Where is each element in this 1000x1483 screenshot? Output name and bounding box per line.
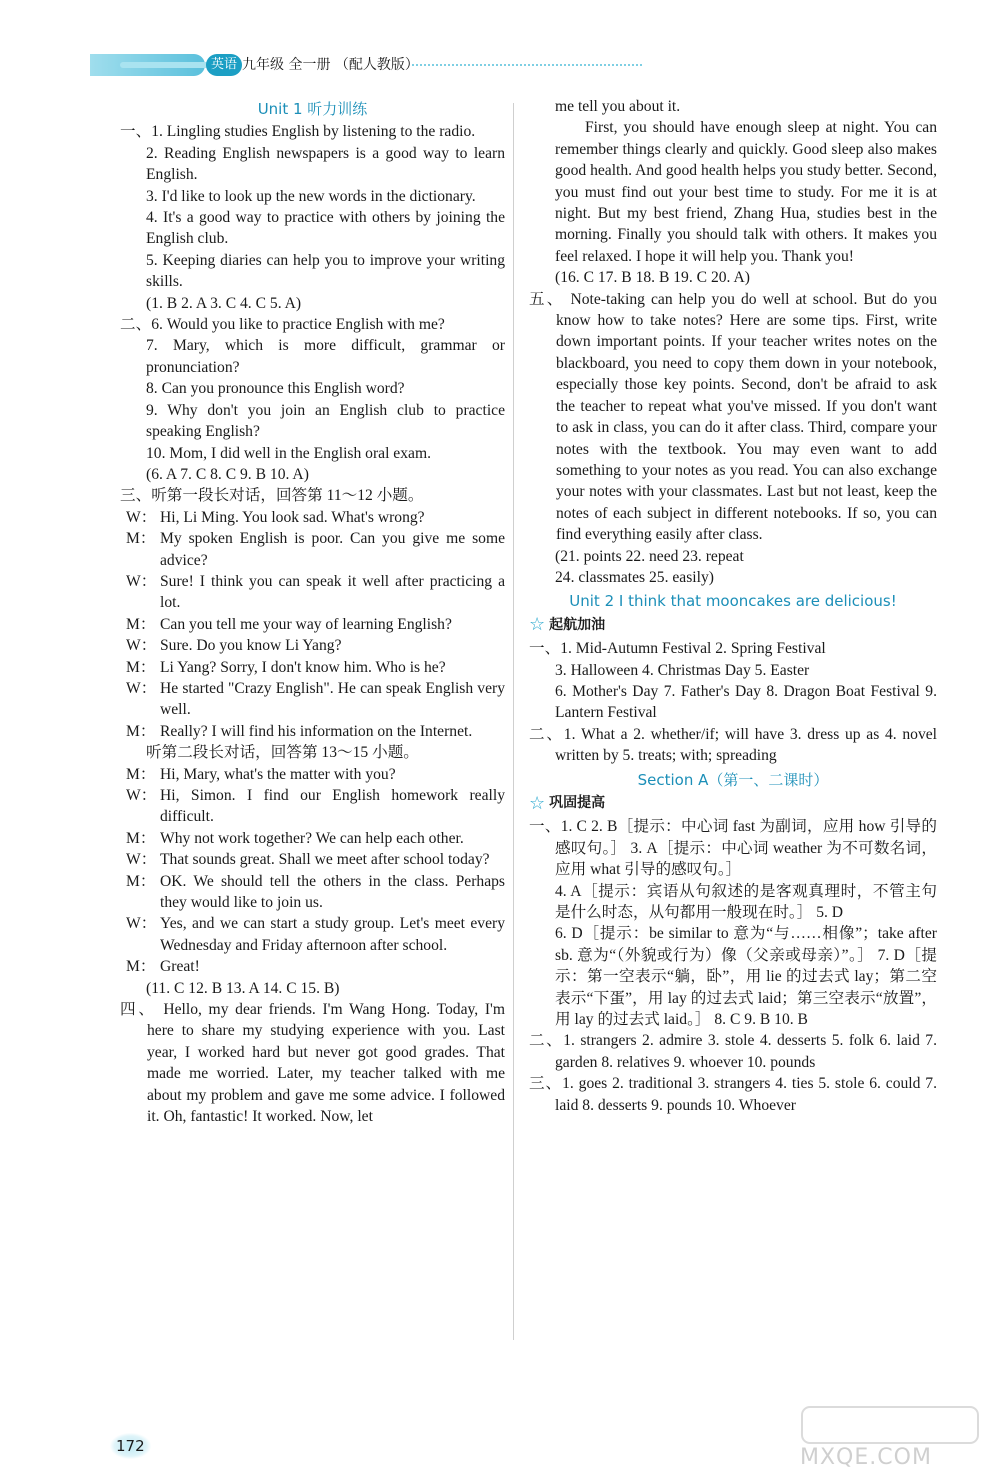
exercise-item: 三、听第一段长对话，回答第 11～12 小题。 — [120, 487, 424, 505]
left-column — [120, 96, 505, 1128]
dialogue-line — [120, 635, 505, 656]
dialogue-text: Li Yang? Sorry, I don't know him. Who is he? — [160, 658, 446, 676]
dialogue-line — [120, 507, 505, 528]
dialogue-line — [120, 828, 505, 849]
star-icon: ☆ — [529, 614, 546, 636]
dialogue-text: Why not work together? We can help each other. — [160, 829, 464, 847]
dialogue-text: Great! — [160, 958, 200, 976]
dialogue-text: Sure! I think you can speak it well after practicing a lot. — [160, 572, 505, 612]
speaker-label: M： — [126, 829, 156, 847]
answer-key: 24. classmates 25. easily) — [555, 568, 714, 586]
dialogue-text: Really? I will find his information on the Internet. — [160, 722, 473, 740]
speaker-label: M： — [126, 530, 156, 548]
section-title: Unit 2 I think that mooncakes are delicious! — [569, 592, 897, 611]
exercise-item: 二、6. Would you like to practice English with me? — [120, 316, 445, 334]
speaker-label: M： — [126, 765, 156, 783]
dialogue-line — [120, 528, 505, 571]
section-heading — [529, 615, 937, 636]
answer-key: (6. A 7. C 8. C 9. B 10. A) — [146, 465, 309, 483]
watermark-logo — [800, 1405, 980, 1475]
speaker-label: M： — [126, 722, 156, 740]
dialogue-line — [120, 721, 505, 742]
exercise-item: 4. It's a good way to practice with others by joining the English club. — [146, 209, 505, 248]
section-title: Section A（第一、二课时） — [637, 770, 829, 789]
passage-text: 四、 Hello, my dear friends. I'm Wang Hong. Today, I'm here to share my studying experience with you. Last year, I worked hard but never got good grades. That made me worried. Later, my teacher talked with me about my problem and gave me some advice. I followed it. Oh, fantastic! It worked. Now, let — [120, 1001, 505, 1126]
section-heading-label: 巩固提高 — [549, 795, 606, 811]
answer-key: (16. C 17. B 18. B 19. C 20. A) — [555, 269, 750, 287]
exercise-item: 二、1. What a 2. whether/if; will have 3. dress up as 4. novel written by 5. treats; with; spreading — [529, 725, 937, 765]
dialogue-line — [120, 678, 505, 721]
subject-badge: 英语 — [206, 54, 242, 76]
column-divider — [513, 103, 514, 1340]
passage-text: me tell you about it. — [555, 98, 681, 115]
speaker-label: W： — [126, 787, 157, 804]
exercise-item: 10. Mom, I did well in the English oral exam. — [146, 444, 431, 462]
answer-key: (21. points 22. need 23. repeat — [555, 547, 744, 565]
dialogue-text: My spoken English is poor. Can you give me some advice? — [160, 530, 505, 569]
answer-key: (1. B 2. A 3. C 4. C 5. A) — [146, 294, 302, 312]
exercise-item: 三、1. goes 2. traditional 3. strangers 4. ties 5. stole 6. could 7. laid 8. desserts 9. pounds 10. Whoever — [529, 1075, 937, 1114]
exercise-item: 一、1. C 2. B［提示：中心词 fast 为副词，应用 how 引导的感叹句。］ 3. A［提示：中心词 weather 为不可数名词，应用 what 引导的感叹句。］ — [529, 818, 937, 879]
section-heading-label: 起航加油 — [549, 616, 606, 633]
speaker-label: M： — [126, 615, 156, 633]
page-header — [0, 40, 1000, 90]
dialogue-text: Hi, Simon. I find our English homework really difficult. — [160, 787, 505, 826]
dialogue-line — [120, 956, 505, 977]
dialogue-text: Sure. Do you know Li Yang? — [160, 637, 342, 655]
speaker-label: M： — [126, 958, 156, 976]
exercise-item: 2. Reading English newspapers is a good way to learn English. — [146, 144, 505, 184]
speaker-label: W： — [126, 915, 157, 933]
speaker-label: M： — [126, 872, 156, 890]
passage-text: First, you should have enough sleep at night. You can remember things clearly and quickly. Good sleep also makes good health. And good health helps you study better. Second, you must find out your best time to study. For me it is at night. But my best friend, Zhang Hua, studies best in the morning. Finally you should talk with others. It makes you feel relaxed. I hope it will help you. Thank you! — [555, 119, 937, 265]
dialogue-line — [120, 785, 505, 828]
dialogue-line — [120, 657, 505, 678]
dialogue-line — [120, 849, 505, 870]
exercise-item: 一、1. Lingling studies English by listening to the radio. — [120, 123, 476, 141]
watermark-text: MXQE.COM — [800, 1445, 932, 1470]
passage-text: 五、 Note-taking can help you do well at school. But do you know how to take notes? Here are some tips. First, write down important points. If your teacher writes notes on the blackboard, you need to copy them down in your notebook, especially those key points. Second, don't be afraid to ask the teacher to repeat what you've missed. If you don't want to ask in class, you can do it after class. Third, compare your notes with the textbook. You may even want to add something to your notes as you read. You can also exchange your notes with your classmates. Last but not least, keep the notes of each subject in different notebooks. If so, you can find everything easily after class. — [529, 290, 937, 544]
dialogue-line — [120, 614, 505, 635]
speaker-label: W： — [126, 572, 157, 590]
dialogue-line — [120, 871, 505, 914]
dialogue-line — [120, 571, 505, 614]
dialogue-text: OK. We should tell the others in the class. Perhaps they would like to join us. — [160, 872, 505, 912]
speaker-label: W： — [126, 637, 157, 655]
dialogue-text: Yes, and we can start a study group. Let's meet every Wednesday and Friday afternoon after school. — [160, 915, 505, 954]
exercise-item: 一、1. Mid-Autumn Festival 2. Spring Festival — [529, 640, 826, 658]
exercise-item: 3. I'd like to look up the new words in the dictionary. — [146, 187, 476, 205]
exercise-item: 6. Mother's Day 7. Father's Day 8. Dragon Boat Festival 9. Lantern Festival — [555, 682, 937, 722]
right-column — [529, 96, 937, 1116]
header-dotted-rule — [412, 64, 642, 66]
dialogue-text: Hi, Mary, what's the matter with you? — [160, 765, 396, 783]
exercise-item: 4. A［提示：宾语从句叙述的是客观真理时，不管主句是什么时态，从句都用一般现在时。］ 5. D — [555, 882, 937, 922]
dialogue-text: Hi, Li Ming. You look sad. What's wrong? — [160, 508, 425, 526]
dialogue-text: Can you tell me your way of learning English? — [160, 615, 452, 633]
exercise-item: 5. Keeping diaries can help you to improve your writing skills. — [146, 251, 505, 291]
exercise-item: 9. Why don't you join an English club to practice speaking English? — [146, 401, 505, 441]
header-decoration-line — [120, 62, 220, 68]
star-icon: ☆ — [529, 792, 546, 814]
page-number: 172 — [110, 1433, 151, 1459]
exercise-item: 听第二段长对话，回答第 13～15 小题。 — [146, 744, 419, 762]
dialogue-text: He started "Crazy English". He can speak English very well. — [160, 679, 505, 719]
dialogue-line — [120, 913, 505, 956]
book-title: 九年级 全一册 （配人教版） — [242, 57, 419, 73]
dialogue-text: That sounds great. Shall we meet after school today? — [160, 851, 490, 869]
speaker-label: W： — [126, 851, 157, 869]
answer-key: (11. C 12. B 13. A 14. C 15. B) — [146, 979, 340, 997]
exercise-item: 7. Mary, which is more difficult, grammar or pronunciation? — [146, 337, 505, 376]
section-title: Unit 1 听力训练 — [257, 100, 368, 118]
exercise-item: 3. Halloween 4. Christmas Day 5. Easter — [555, 661, 810, 679]
exercise-item: 8. Can you pronounce this English word? — [146, 380, 405, 398]
exercise-item: 二、1. strangers 2. admire 3. stole 4. desserts 5. folk 6. laid 7. garden 8. relatives 9. whoever 10. pounds — [529, 1032, 937, 1071]
speaker-label: W： — [126, 508, 157, 526]
exercise-item: 6. D［提示：be similar to 意为“与……相像”；take after sb. 意为“（外貌或行为）像（父亲或母亲）”。］ 7. D［提示：第一空表示“躺，卧”，用 lie 的过去式 lay；第二空表示“下蛋”，用 lay 的过去式 laid；第三空表示“放置”，用 lay 的过去式 laid。］ 8. C 9. B 10. B — [555, 925, 937, 1029]
speaker-label: W： — [126, 679, 157, 697]
dialogue-line — [120, 764, 505, 785]
section-heading — [529, 793, 937, 814]
speaker-label: M： — [126, 658, 156, 676]
